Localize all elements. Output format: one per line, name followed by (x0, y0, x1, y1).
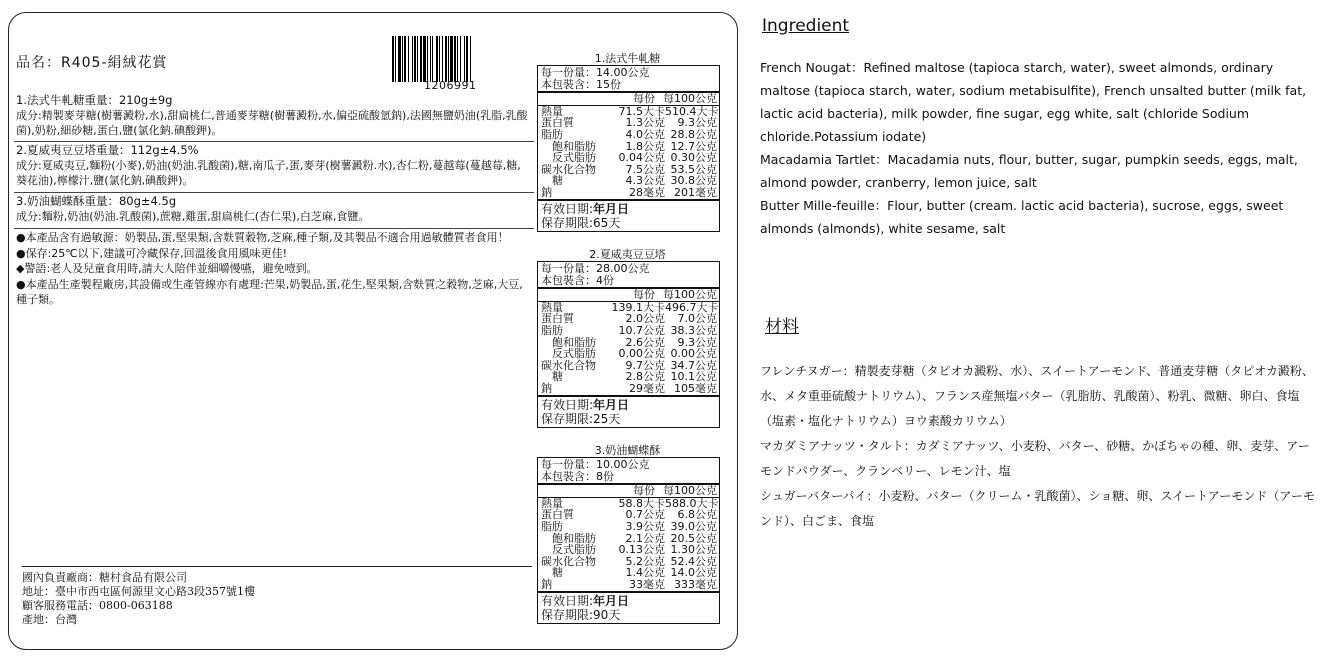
expiry-label: 有效日期: (541, 201, 594, 216)
nutrition-header (538, 458, 719, 485)
japanese-paragraph: フレンチヌガー：精製麦芽糖（タピオカ澱粉、水）、スイートアーモンド、普通麦芽糖（タピオカ澱粉、水、メタ重亜硫酸ナトリウム）、フランス産無塩バター（乳脂肪、乳酸菌）、粉乳、微糖、卵白、食塩（塩素・塩化ナトリウム）ヨウ素酸カリウム） (760, 364, 1314, 428)
nutrition-row: 鈉 29毫克 105毫克 (541, 381, 717, 395)
nutrition-title: 1.法式牛軋糖 (594, 52, 661, 65)
storage-note: ●保存:25℃以下,建議可冷藏保存,回溫後食用風味更佳! (16, 246, 288, 260)
nutrition-rows (538, 498, 719, 593)
expiry-value: 年月日 (593, 397, 630, 412)
shelf-life: 保存期限:90天 (541, 607, 621, 622)
serving-size: 每一份量：14.00公克 (541, 66, 650, 79)
ingredient-title: 1.法式牛軋糖重量：210g±9g (16, 93, 173, 107)
expiry-label: 有效日期: (541, 593, 594, 608)
japanese-paragraph: シュガーバターパイ：小麦粉、バター（クリーム・乳酸菌）、ショ糖、卵、スイートアーモンド（アーモンド）、白ごま、食塩 (760, 489, 1316, 528)
nutrition-footer (538, 201, 719, 231)
nutrition-row: 熱量 71.5大卡 510.4大卡 (541, 104, 719, 118)
col-per-serving: 每份 (633, 484, 655, 498)
english-paragraph: Butter Mille-feuille：Flour, butter (cream. lactic acid bacteria), sucrose, eggs, sweet almonds (almonds), white sesame, salt (760, 198, 1284, 236)
nutrition-column-header (538, 289, 719, 302)
nutrition-header (538, 262, 719, 289)
nutrition-row: 熱量 139.1大卡 496.7大卡 (541, 300, 719, 314)
nutrition-row: 反式脂肪 0.04公克 0.30公克 (541, 151, 717, 165)
servings-per-pack: 本包裝含：15份 (541, 77, 621, 91)
japanese-paragraph: マカダミアナッツ・タルト：カダミアナッツ、小麦粉、バター、砂糖、かぼちゃの種、卵、麦芽、アーモンドパウダー、クランベリー、レモン汁、塩 (760, 439, 1310, 478)
nutrition-table (537, 457, 720, 624)
ingredient-block-tart (16, 143, 531, 188)
nutrition-footer (538, 397, 719, 427)
shelf-life: 保存期限:65天 (541, 215, 621, 230)
ingredient-block-nougat (16, 93, 531, 138)
english-heading: Ingredient (762, 16, 850, 36)
company-address: 地址：臺中市西屯區何源里文心路3段357號1樓 (22, 585, 255, 598)
nutrition-column-header (538, 93, 719, 106)
company-name: 國內負責廠商：糖村食品有限公司 (22, 571, 187, 584)
nutrition-row: 碳水化合物 9.7公克 34.7公克 (541, 358, 717, 372)
barcode-number: 1206991 (424, 79, 477, 92)
serving-size: 每一份量：28.00公克 (541, 262, 650, 275)
notes-block (16, 230, 531, 308)
shelf-life: 保存期限:25天 (541, 411, 621, 426)
col-per-serving: 每份 (633, 92, 655, 106)
english-paragraph: Macadamia Tartlet：Macadamia nuts, flour, butter, sugar, pumpkin seeds, eggs, malt, almond powder, cranberry, lemon juice, salt (760, 152, 1298, 190)
expiry-value: 年月日 (593, 593, 630, 608)
nutrition-title: 2.夏威夷豆豆塔 (589, 248, 666, 261)
nutrition-row: 糖 2.8公克 10.1公克 (541, 370, 717, 384)
english-ingredients (760, 56, 1320, 240)
japanese-heading: 材料 (765, 317, 799, 337)
nutrition-row: 反式脂肪 0.00公克 0.00公克 (541, 347, 717, 361)
col-per-100g: 每100公克 (663, 92, 717, 106)
col-per-serving: 每份 (633, 288, 655, 302)
nutrition-table (537, 65, 720, 232)
nutrition-header (538, 66, 719, 93)
nutrition-column-header (538, 485, 719, 498)
divider (14, 141, 534, 142)
nutrition-rows (538, 106, 719, 201)
nutrition-row: 碳水化合物 5.2公克 52.4公克 (541, 554, 717, 568)
nutrition-title: 3.奶油蝴蝶酥 (594, 444, 661, 457)
nutrition-row: 飽和脂肪 2.1公克 20.5公克 (541, 531, 717, 545)
ingredient-text: 成分:麵粉,奶油(奶油.乳酸菌),蔗糖,雞蛋,甜扁桃仁(杏仁果),白芝麻,食鹽。 (16, 210, 370, 223)
expiry-label: 有效日期: (541, 397, 594, 412)
english-paragraph: French Nougat：Refined maltose (tapioca starch, water), sweet almonds, ordinary maltose (tapioca starch, water, sodium metabisulfite), French unsalted butter (milk fat, lactic acid bacteria), milk powder, fine sugar, egg white, salt (chloride Sodium chloride.Potassium iodate) (760, 60, 1307, 144)
nutrition-row: 蛋白質 0.7公克 6.8公克 (541, 508, 717, 522)
customer-phone: 顧客服務電話：0800-063188 (22, 599, 173, 612)
barcode-image (392, 36, 520, 82)
ingredient-title: 2.夏威夷豆豆塔重量：112g±4.5% (16, 143, 199, 157)
product-name: 品名：R405-絹絨花賞 (16, 55, 168, 71)
nutrition-row: 脂肪 10.7公克 38.3公克 (541, 323, 717, 337)
col-per-100g: 每100公克 (663, 484, 717, 498)
origin: 產地：台灣 (22, 613, 77, 626)
nutrition-row: 反式脂肪 0.13公克 1.30公克 (541, 543, 717, 557)
warning-note: ◆警語:老人及兒童食用時,請大人陪伴並細嚼慢嚥，避免噎到。 (16, 262, 318, 275)
nutrition-footer (538, 593, 719, 623)
ingredient-block-butter (16, 194, 531, 224)
nutrition-row: 蛋白質 2.0公克 7.0公克 (541, 312, 717, 326)
ingredient-text: 成分:夏威夷豆,麵粉(小麥),奶油(奶油.乳酸菌),糖,南瓜子,蛋,麥芽(樹薯澱粉.水),杏仁粉,蔓越莓(蔓越莓,糖,葵花油),檸檬汁,鹽(氯化鈉,碘酸鉀)。 (16, 159, 521, 187)
serving-size: 每一份量：10.00公克 (541, 458, 650, 471)
japanese-ingredients (760, 359, 1320, 534)
nutrition-row: 脂肪 3.9公克 39.0公克 (541, 519, 717, 533)
allergen-note: ●本產品含有過敏源：奶製品,蛋,堅果類,含麩質穀物,芝麻,種子類,及其製品不適合用過敏體質者食用！ (16, 231, 509, 244)
nutrition-row: 飽和脂肪 1.8公克 12.7公克 (541, 139, 717, 153)
divider (14, 192, 534, 193)
ingredient-title: 3.奶油蝴蝶酥重量：80g±4.5g (16, 194, 177, 208)
ingredient-text: 成分:精製麥芽糖(樹薯澱粉,水),甜扁桃仁,普通麥芽糖(樹薯澱粉,水,偏亞硫酸氫鈉),法國無鹽奶油(乳脂,乳酸菌),奶粉,細砂糖,蛋白,鹽(氯化鈉.碘酸鉀)。 (16, 109, 528, 137)
expiry-value: 年月日 (593, 201, 630, 216)
facility-note: ●本產品生產製程廠房,其設備或生產管線亦有處理:芒果,奶製品,蛋,花生,堅果類,含麩質之穀物,芝麻,大豆,種子類。 (16, 277, 523, 306)
nutrition-rows (538, 302, 719, 397)
nutrition-row: 鈉 28毫克 201毫克 (541, 185, 717, 199)
divider (14, 228, 534, 229)
nutrition-row: 飽和脂肪 2.6公克 9.3公克 (541, 335, 717, 349)
nutrition-row: 糖 1.4公克 14.0公克 (541, 566, 717, 580)
company-info (22, 566, 532, 627)
col-per-100g: 每100公克 (663, 288, 717, 302)
nutrition-row: 糖 4.3公克 30.8公克 (541, 174, 717, 188)
nutrition-row: 熱量 58.8大卡 588.0大卡 (541, 496, 719, 510)
servings-per-pack: 本包裝含：8份 (541, 469, 614, 483)
nutrition-row: 鈉 33毫克 333毫克 (541, 577, 717, 591)
nutrition-table (537, 261, 720, 428)
nutrition-row: 脂肪 4.0公克 28.8公克 (541, 127, 717, 141)
nutrition-row: 蛋白質 1.3公克 9.3公克 (541, 116, 717, 130)
nutrition-row: 碳水化合物 7.5公克 53.5公克 (541, 162, 717, 176)
servings-per-pack: 本包裝含：4份 (541, 273, 614, 287)
